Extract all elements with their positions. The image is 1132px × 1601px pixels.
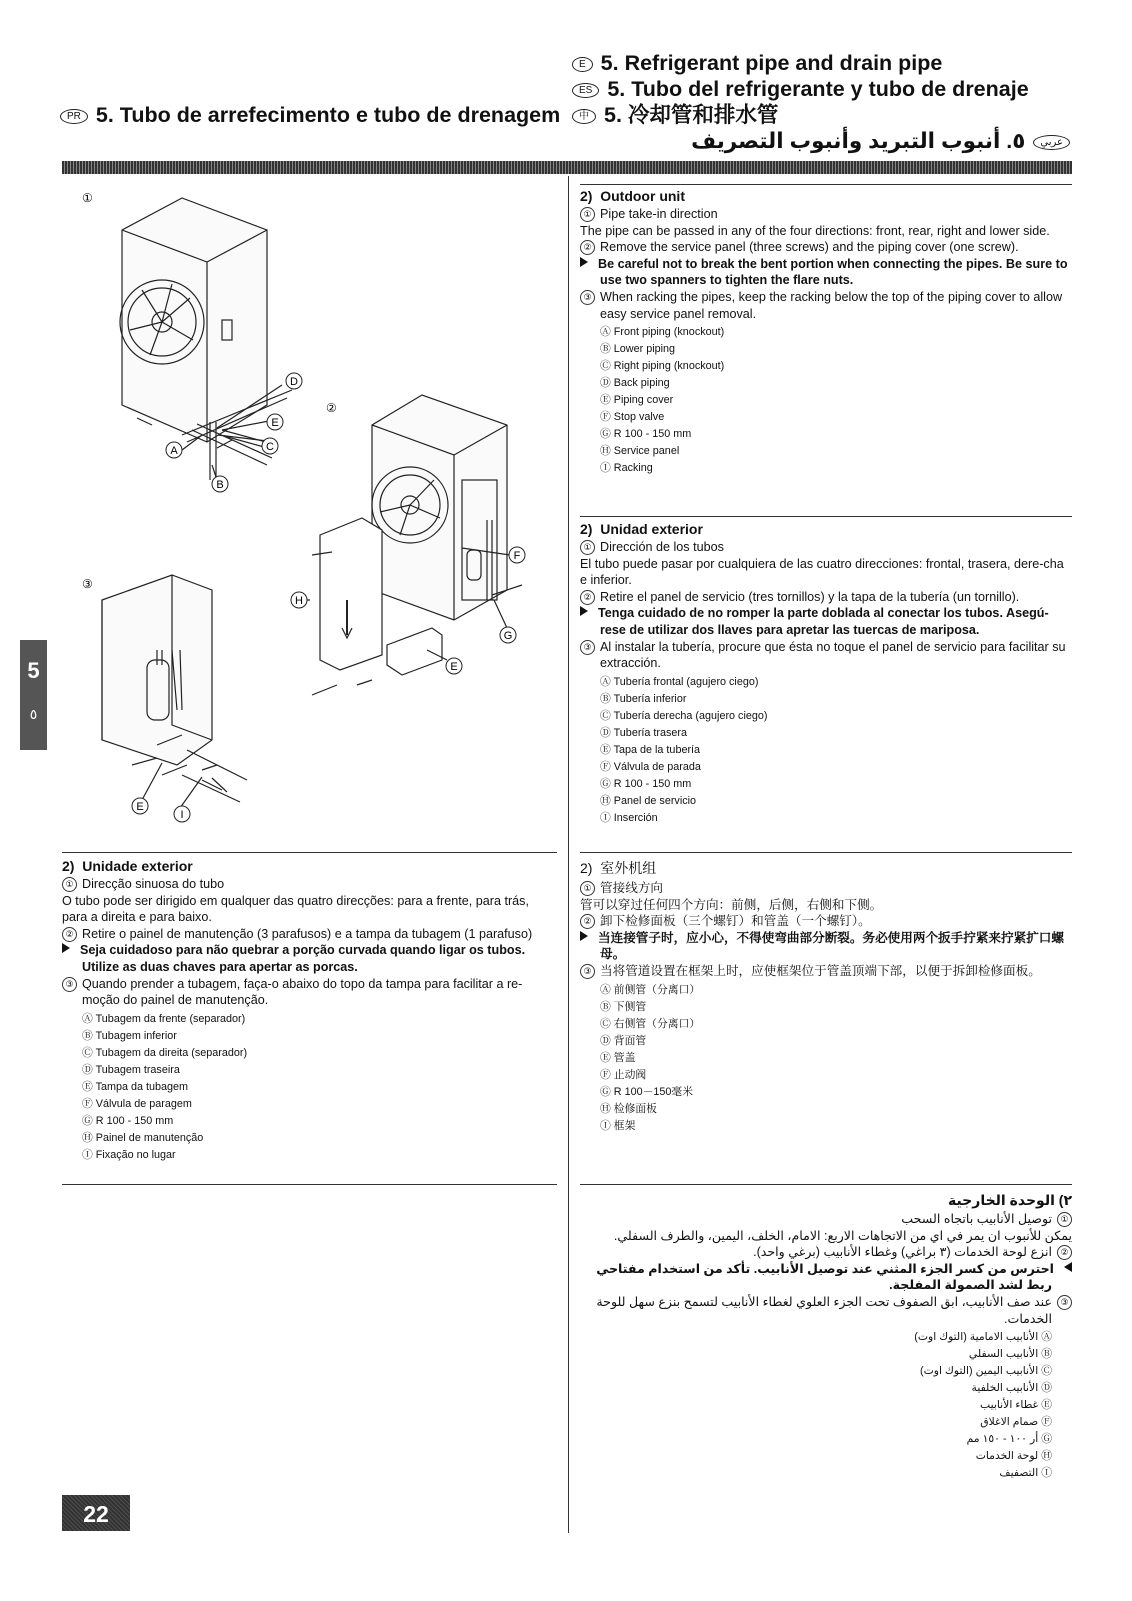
pt-legend-item: Ⓐ Tubagem da frente (separador) (82, 1012, 246, 1025)
zh-legend-item: Ⓕ 止动阀 (600, 1068, 647, 1081)
en-step-2 (580, 239, 1072, 256)
en-legend-item: Ⓐ Front piping (knockout) (600, 326, 725, 339)
ar-legend-item: Ⓓ الأنابيب الخلفية (971, 1382, 1052, 1395)
pt-legend-item: Ⓔ Tampa da tubagem (82, 1080, 189, 1093)
rule-pt-top (62, 852, 557, 853)
pt-heading: 2) Unidade exterior (62, 858, 193, 874)
es-step-1-text: Dirección de los tubos (600, 540, 724, 554)
figure-1-outdoor-unit (120, 198, 292, 480)
es-legend (600, 674, 1072, 827)
warning-arrow-icon (580, 257, 588, 267)
es-marker-3: ③ (580, 640, 595, 655)
callout-e1: E (271, 417, 279, 429)
ar-step-3-text: عند صف الأنابيب، ابق الصفوف تحت الجزء العلوي لغطاء الأنابيب لتسمح بنزع سهل للوحة الخدمات. (596, 1294, 1052, 1326)
pt-step-1 (62, 876, 557, 893)
es-legend-item: Ⓔ Tapa de la tubería (600, 743, 701, 756)
figure-2-outdoor-unit (312, 395, 522, 695)
es-legend-item: Ⓘ Inserción (600, 811, 658, 824)
zh-marker-1: ① (580, 881, 595, 896)
warning-arrow-icon (580, 606, 588, 616)
zh-step-2-text: 卸下检修面板（三个螺钉）和管盖（一个螺钉）。 (600, 914, 871, 929)
title-ar: ٥. أنبوب التبريد وأنبوب التصريف (691, 129, 1026, 153)
ar-legend-item: Ⓘ التصفيف (999, 1467, 1052, 1480)
zh-step-3-text: 当将管道设置在框架上时，应使框架位于管盖顶端下部，以便于拆卸检修面板。 (600, 963, 1041, 978)
en-legend-item: Ⓓ Back piping (600, 377, 670, 390)
pt-legend-item: Ⓕ Válvula de paragem (82, 1097, 192, 1110)
callout-c: C (266, 441, 274, 453)
es-warning (580, 605, 1072, 638)
ar-warning (580, 1261, 1072, 1294)
zh-step-3 (580, 963, 1072, 980)
lang-badge-ar: عربي (1033, 135, 1070, 150)
title-zh: 5. 冷却管和排水管 (604, 103, 779, 127)
side-tab-arabic: ٥ (29, 706, 38, 722)
lang-badge-es: ES (572, 83, 599, 98)
en-legend (600, 324, 1072, 477)
en-legend-item: Ⓕ Stop valve (600, 411, 665, 424)
en-step-2-text: Remove the service panel (three screws) and the piping cover (one screw). (600, 240, 1019, 255)
ar-legend-item: Ⓕ صمام الاغلاق (980, 1416, 1052, 1429)
rule-ar-top (580, 1184, 1072, 1185)
pt-marker-3: ③ (62, 977, 77, 992)
callout-d: D (290, 376, 298, 388)
pt-legend-item: Ⓗ Painel de manutenção (82, 1131, 204, 1144)
en-step-1-text: Pipe take-in direction (600, 207, 718, 221)
es-step-3 (580, 639, 1072, 672)
ar-marker-1: ① (1057, 1212, 1072, 1227)
es-legend-item: Ⓖ R 100 - 150 mm (600, 777, 692, 790)
section-spanish (580, 521, 1072, 827)
es-legend-item: Ⓑ Tubería inferior (600, 692, 687, 705)
pt-step-3 (62, 976, 557, 1009)
ar-marker-2: ② (1057, 1245, 1072, 1260)
es-legend-item: Ⓐ Tubería frontal (agujero ciego) (600, 675, 759, 688)
es-marker-2: ② (580, 590, 595, 605)
es-marker-1: ① (580, 540, 595, 555)
pt-warning-text: Seja cuidadoso para não quebrar a porção curvada quando ligar os tubos. Utilize as duas chaves para apertar as porcas. (80, 943, 526, 974)
lang-badge-e: E (572, 57, 593, 72)
pt-legend-item: Ⓒ Tubagem da direita (separador) (82, 1046, 248, 1059)
ar-legend-item: Ⓐ الأنابيب الامامية (التوك اوت) (914, 1331, 1052, 1344)
section-portuguese (62, 858, 557, 1164)
title-e: 5. Refrigerant pipe and drain pipe (600, 51, 943, 75)
pt-step-2-text: Retire o painel de manutenção (3 parafusos) e a tampa da tubagem (1 parafuso) (82, 926, 533, 941)
ar-legend-item: Ⓑ الأنابيب السفلي (968, 1348, 1052, 1361)
zh-step-2 (580, 913, 1072, 930)
pt-step-2 (62, 926, 557, 943)
zh-legend-item: Ⓒ 右侧管（分离口） (600, 1017, 701, 1030)
installation-figures (62, 180, 557, 830)
rule-zh-top (580, 852, 1072, 853)
pt-step-3-text: Quando prender a tubagem, faça-o abaixo do topo da tampa para facilitar a re-moção do painel de manutenção. (82, 976, 523, 1008)
es-legend-item: Ⓕ Válvula de parada (600, 760, 701, 773)
rule-es-top (580, 516, 1072, 517)
en-step-1 (580, 206, 1072, 223)
es-step-2 (580, 589, 1072, 606)
pt-step-1-text: Direcção sinuosa do tubo (82, 877, 225, 891)
pt-legend-item: Ⓖ R 100 - 150 mm (82, 1114, 174, 1127)
pt-marker-1: ① (62, 877, 77, 892)
rule-en-top (580, 184, 1072, 185)
section-chinese (580, 858, 1072, 1135)
side-tab-number: 5 (27, 658, 40, 683)
lang-badge-pr: PR (60, 109, 88, 124)
column-divider (568, 176, 569, 1533)
fig1-label: ① (82, 191, 93, 205)
en-legend-item: Ⓘ Racking (600, 462, 653, 475)
fig2-label: ② (326, 401, 337, 415)
callout-g: G (503, 630, 513, 642)
figure-3-unit-cutaway (102, 575, 247, 802)
callout-e2: E (450, 661, 458, 673)
warning-arrow-icon (1064, 1262, 1072, 1272)
title-es: 5. Tubo del refrigerante y tubo de drenaje (607, 77, 1029, 101)
zh-marker-2: ② (580, 914, 595, 929)
callout-e3: E (136, 801, 144, 813)
ar-legend-item: Ⓗ لوحة الخدمات (975, 1450, 1052, 1463)
chapter-side-tab (20, 640, 47, 750)
zh-marker-3: ③ (580, 964, 595, 979)
es-heading: 2) Unidad exterior (580, 521, 703, 537)
zh-legend-item: Ⓖ R 100－150毫米 (600, 1085, 694, 1098)
lang-badge-zh: 中 (572, 109, 596, 124)
callout-h: H (295, 595, 303, 607)
en-warning-text: Be careful not to break the bent portion when connecting the pipes. Be sure to use two spanners to tighten the flare nuts. (598, 256, 1068, 288)
es-legend-item: Ⓗ Panel de servicio (600, 794, 697, 807)
callout-f: F (513, 550, 521, 562)
title-pr: 5. Tubo de arrefecimento e tubo de drenagem (95, 103, 561, 127)
en-heading: 2) Outdoor unit (580, 188, 685, 204)
zh-legend-item: Ⓓ 背面管 (600, 1034, 647, 1047)
pt-legend-item: Ⓑ Tubagem inferior (82, 1029, 177, 1042)
en-legend-item: Ⓗ Service panel (600, 445, 680, 458)
ar-warning-text: احترس من كسر الجزء المثني عند توصيل الأنابيب. تأكد من استخدام مفتاحي ربط لشد الصمولة المفلجة. (596, 1261, 1054, 1293)
rule-pt-bottom (62, 1184, 557, 1185)
en-legend-item: Ⓑ Lower piping (600, 343, 676, 356)
zh-legend-item: Ⓔ 管盖 (600, 1051, 636, 1064)
zh-legend-item: Ⓐ 前侧管（分离口） (600, 983, 701, 996)
page-number: 22 (62, 1495, 130, 1531)
warning-arrow-icon (62, 943, 70, 953)
ar-legend (580, 1329, 1052, 1482)
header-title-es (572, 76, 1029, 102)
ar-step-3 (580, 1294, 1072, 1327)
en-marker-3: ③ (580, 290, 595, 305)
pt-marker-2: ② (62, 927, 77, 942)
ar-legend-item: Ⓒ الأنابيب اليمين (التوك اوت) (920, 1365, 1052, 1378)
fig3-label: ③ (82, 577, 93, 591)
es-step-2-text: Retire el panel de servicio (tres tornillos) y la tapa de la tubería (un tornillo). (600, 589, 1020, 604)
callout-a: A (170, 445, 178, 457)
zh-step-1-text: 管接线方向 (600, 881, 663, 895)
es-warning-text: Tenga cuidado de no romper la parte doblada al conectar los tubos. Asegú-rese de utilizar dos llaves para apretar las tuercas de mariposa. (598, 606, 1049, 637)
pt-legend-item: Ⓘ Fixação no lugar (82, 1148, 176, 1161)
es-step-1 (580, 539, 1072, 556)
header-hatch-bar (62, 161, 1072, 174)
section-arabic (580, 1192, 1072, 1482)
ar-marker-3: ③ (1057, 1295, 1072, 1310)
zh-warning-text: 当连接管子时，应小心，不得使弯曲部分断裂。务必使用两个扳手拧紧来拧紧扩口螺母。 (598, 930, 1064, 962)
en-step-1-body: The pipe can be passed in any of the four directions: front, rear, right and lower side. (580, 223, 1050, 238)
header-title-ar (691, 128, 1070, 154)
zh-legend-item: Ⓑ 下侧管 (600, 1000, 647, 1013)
pt-step-1-body: O tubo pode ser dirigido em qualquer das quatro direcções: para a frente, para trás, para a direita e para baixo. (62, 893, 529, 925)
en-legend-item: Ⓖ R 100 - 150 mm (600, 428, 692, 441)
en-marker-1: ① (580, 207, 595, 222)
en-step-3-text: When racking the pipes, keep the racking below the top of the piping cover to allow easy service panel removal. (600, 289, 1063, 321)
zh-step-1-body: 管可以穿过任何四个方向：前侧，后侧，右侧和下侧。 (580, 897, 883, 912)
en-marker-2: ② (580, 240, 595, 255)
zh-legend-item: Ⓘ 框架 (600, 1119, 636, 1132)
es-step-1-body: El tubo puede pasar por cualquiera de las cuatro direcciones: frontal, trasera, dere-cha e inferior. (580, 556, 1064, 588)
ar-step-2-text: انزع لوحة الخدمات (٣ براغي) وغطاء الأنابيب (برغي واحد). (753, 1245, 1052, 1260)
es-legend-item: Ⓒ Tubería derecha (agujero ciego) (600, 709, 768, 722)
en-warning (580, 256, 1072, 289)
zh-warning (580, 930, 1072, 963)
callout-i: I (180, 809, 184, 821)
pt-legend (82, 1011, 557, 1164)
pt-warning (62, 942, 557, 975)
header-title-pr (60, 102, 560, 128)
ar-heading: ٢) الوحدة الخارجية (947, 1192, 1072, 1208)
zh-legend (600, 982, 1072, 1135)
en-legend-item: Ⓒ Right piping (knockout) (600, 360, 725, 373)
es-legend-item: Ⓓ Tubería trasera (600, 726, 688, 739)
ar-legend-item: Ⓔ غطاء الأنابيب (980, 1399, 1052, 1412)
section-english (580, 188, 1072, 477)
header-title-e (572, 50, 942, 76)
ar-step-2 (580, 1244, 1072, 1261)
zh-legend-item: Ⓗ 检修面板 (600, 1102, 657, 1115)
ar-step-1-body: يمكن للأنبوب ان يمر في اي من الاتجاهات الاربع: الامام، الخلف، اليمين، والطرف السفلي. (613, 1228, 1072, 1243)
en-step-3 (580, 289, 1072, 322)
pt-legend-item: Ⓓ Tubagem traseira (82, 1063, 180, 1076)
header-title-zh (572, 102, 778, 128)
warning-arrow-icon (580, 931, 588, 941)
ar-step-1 (580, 1211, 1072, 1228)
en-legend-item: Ⓔ Piping cover (600, 394, 674, 407)
ar-step-1-text: توصيل الأنابيب باتجاه السحب (901, 1212, 1052, 1226)
es-step-3-text: Al instalar la tubería, procure que ésta no toque el panel de servicio para facilitar su extracción. (600, 639, 1066, 671)
ar-legend-item: Ⓖ أر ١٠٠ - ١٥٠ مم (966, 1433, 1052, 1446)
zh-heading: 2) 室外机组 (580, 860, 657, 876)
zh-step-1 (580, 880, 1072, 897)
callout-b: B (216, 479, 224, 491)
